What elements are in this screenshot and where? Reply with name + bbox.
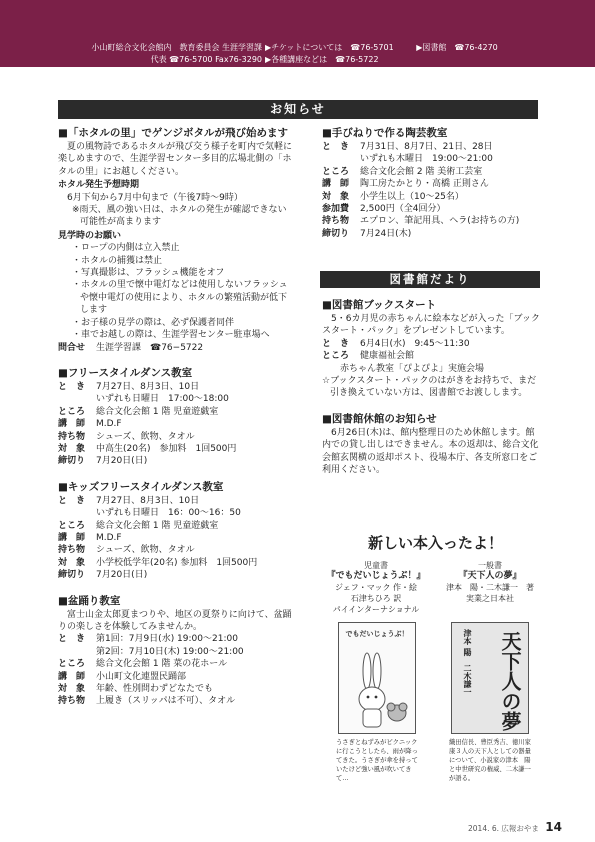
closure-body: 6月26日(木)は、館内整理日のため休館します。館内での貸し出しはできません。本の返却は、総合文化会館玄関横の返却ポスト、役場本庁、各支所窓口をご利用ください。 — [322, 427, 539, 476]
dance-section — [58, 366, 294, 468]
footer — [468, 820, 562, 834]
header-tickets: ▶チケットについては ☎76-5701 — [265, 43, 394, 52]
bon-where-key: ところ — [58, 659, 86, 670]
book2-title: 『天下人の夢』 — [458, 571, 522, 581]
book2-description: 織田信長、豊臣秀吉、徳川家康３人の天下人としての器量について、小説家の津本 陽と中世研究の権威、二木謙一が語る。 — [449, 739, 531, 782]
bon-target: 年齢、性別問わずどなたでも — [96, 684, 214, 695]
pottery-section — [322, 126, 540, 240]
pottery-when: 7月31日、8月7日、21日、28日 — [360, 142, 493, 152]
header-library: ▶図書館 ☎76-4270 — [416, 43, 498, 52]
header-bar — [0, 0, 595, 67]
pottery-title: ■手びねりで作る陶芸教室 — [322, 127, 448, 139]
pottery-where: 総合文化会館 2 階 美術工芸室 — [360, 166, 483, 177]
kids-title: ■キッズフリースタイルダンス教室 — [58, 480, 224, 493]
bon-when: 第1回：7月9日(水) 19:00〜21:00 — [96, 634, 238, 645]
book1-publisher: パイインターナショナル — [332, 605, 420, 614]
dance-bring: シューズ、飲物、タオル — [96, 431, 195, 442]
header-contact-left — [62, 42, 262, 66]
kids-bring-key: 持ち物 — [58, 545, 86, 556]
book1-cover-title: でもだいじょうぶ！ — [345, 630, 409, 638]
dance-where-key: ところ — [58, 406, 86, 417]
bon-when-key: と き — [58, 634, 86, 645]
header-org: 小山町総合文化会館内 教育委員会 生涯学習課 — [91, 43, 262, 52]
pottery-deadline: 7月24日(木) — [360, 228, 412, 239]
dance-when: 7月27日、8月3日、10日 — [96, 381, 200, 392]
dance-when2: いずれも日曜日 17:00〜18:00 — [96, 394, 229, 405]
kids-when-key: と き — [58, 495, 86, 506]
page-number: 14 — [545, 820, 562, 834]
hotaru-contact-value: 生涯学習課 ☎76−5722 — [96, 342, 204, 353]
dance-lecturer: M.D.F — [96, 419, 122, 430]
bookstart-when: 6月4日(水) 9:45〜11:30 — [360, 338, 470, 349]
pottery-bring-key: 持ち物 — [322, 216, 350, 227]
header-rep: 代表 ☎76-5700 Fax76-3290 — [150, 55, 262, 64]
hotaru-period: 6月下旬から7月中旬まで（午後7時〜9時） — [67, 192, 243, 203]
bon-title: ■盆踊り教室 — [58, 594, 121, 607]
dance-deadline: 7月20日(日) — [96, 456, 148, 467]
book2-cover — [451, 622, 529, 734]
bookstart-intro: 5・6カ月児の赤ちゃんに絵本などが入った「ブックスタート・パック」をプレゼントしています。 — [322, 314, 540, 337]
dance-bring-key: 持ち物 — [58, 431, 86, 442]
book1-category: 児童書 — [364, 561, 388, 570]
bon-section — [58, 594, 294, 708]
oshirase-banner: お知らせ — [58, 100, 538, 119]
closure-title: ■図書館休館のお知らせ — [322, 412, 437, 425]
kids-section — [58, 480, 294, 582]
right-column-top — [322, 126, 540, 240]
dance-title: ■フリースタイルダンス教室 — [58, 366, 193, 379]
bookstart-where: 健康福祉会館 — [360, 351, 415, 362]
kids-target-key: 対 象 — [58, 557, 86, 568]
pottery-fee: 2,500円（全4回分） — [360, 204, 446, 215]
newbooks-title: 新しい本入ったよ！ — [368, 534, 504, 552]
hotaru-contact — [58, 342, 294, 354]
dance-lecturer-key: 講 師 — [58, 419, 86, 430]
book2-cover-title: 天下人の夢 — [498, 631, 522, 731]
hotaru-request-item: ・車でお越しの際は、生涯学習センター駐車場へ — [72, 330, 270, 341]
bon-where: 総合文化会館 1 階 菜の花ホール — [96, 659, 228, 670]
hotaru-request-item: ・ロープの内側は立入禁止 — [72, 243, 180, 254]
bon-lecturer-key: 講 師 — [58, 671, 86, 682]
pottery-where-key: ところ — [322, 166, 350, 177]
hotaru-intro: 夏の風物詩であるホタルが飛び交う様子を町内で気軽に楽しめますので、生涯学習センター多目的広場北側の「ホタルの里」にお越しください。 — [58, 142, 293, 177]
hotaru-request-item: ・お子様の見学の際は、必ず保護者同伴 — [72, 317, 235, 328]
book2-cover-authors: 津本 陽 二木謙一 — [463, 629, 472, 696]
kids-lecturer-key: 講 師 — [58, 532, 86, 543]
right-column-library — [322, 298, 540, 476]
header-courses: ▶各種講座などは ☎76-5722 — [265, 55, 379, 64]
book1-description: うさぎとねずみがピクニックに行こうとしたら、雨が降ってきた。うさぎが傘を持っていたけど強い風が吹いてきて… — [336, 739, 418, 782]
kids-when2: いずれも日曜日 16：00〜16：50 — [96, 508, 241, 519]
bon-bring-key: 持ち物 — [58, 696, 86, 707]
pottery-bring: エプロン、筆記用具、ヘラ(お持ちの方) — [360, 216, 520, 227]
dance-when-key: と き — [58, 381, 86, 392]
bookstart-where-key: ところ — [322, 351, 350, 362]
dance-target: 中高生(20名) 参加料 1回500円 — [96, 443, 237, 454]
book2-caption — [440, 560, 540, 604]
kids-where-key: ところ — [58, 520, 86, 531]
book1-cover — [338, 622, 416, 734]
book1-translator: 石津ちひろ 訳 — [350, 594, 402, 603]
pottery-when2: いずれも木曜日 19:00〜21:00 — [360, 154, 493, 165]
bon-bring: 上履き（スリッパは不可）、タオル — [96, 696, 236, 707]
book1-title: 『でもだいじょうぶ！』 — [326, 571, 426, 581]
kids-where: 総合文化会館 1 階 児童遊戯室 — [96, 520, 219, 531]
bookstart-section — [322, 298, 540, 400]
pottery-lecturer: 陶工房たかとり・高橋 正則さん — [360, 179, 489, 190]
bookstart-when-key: と き — [322, 338, 350, 349]
hotaru-section — [58, 126, 294, 354]
dance-target-key: 対 象 — [58, 443, 86, 454]
hotaru-request-label: 見学時のお願い — [58, 230, 122, 241]
hotaru-period-label: ホタル発生予想時期 — [58, 180, 140, 191]
kids-lecturer: M.D.F — [96, 532, 122, 543]
pottery-when-key: と き — [322, 142, 350, 152]
hotaru-title: ■「ホタルの里」でゲンジボタルが飛び始めます — [58, 127, 288, 139]
pottery-lecturer-key: 講 師 — [322, 179, 350, 190]
bookstart-title: ■図書館ブックスタート — [322, 299, 437, 311]
dance-where: 総合文化会館 1 階 児童遊戯室 — [96, 406, 219, 417]
book2-author: 津本 陽・二木謙一 著 — [446, 583, 534, 592]
pottery-target-key: 対 象 — [322, 191, 350, 202]
kids-bring: シューズ、飲物、タオル — [96, 545, 195, 556]
book1-caption — [323, 560, 429, 615]
header-contact-right — [265, 42, 518, 66]
dance-deadline-key: 締切り — [58, 456, 86, 467]
bookstart-note: ☆ブックスタート・パックのはがきをお持ちで、まだ引き換えていない方は、図書館でお渡しします。 — [322, 376, 537, 399]
hotaru-contact-key: 問合せ — [58, 342, 86, 353]
pottery-deadline-key: 締切り — [322, 228, 350, 239]
bookstart-where2: 赤ちゃん教室「ぴよぴよ」実施会場 — [340, 363, 485, 374]
rabbit-mouse-illustration — [339, 641, 415, 731]
book1-author: ジェフ・マック 作・絵 — [334, 583, 418, 592]
footer-date: 2014. 6. — [468, 824, 500, 833]
footer-magazine: 広報おやま — [501, 824, 539, 833]
pottery-target: 小学生以上（10〜25名） — [360, 191, 464, 202]
kids-target: 小学校低学年(20名) 参加料 1回500円 — [96, 557, 258, 568]
kids-when: 7月27日、8月3日、10日 — [96, 495, 200, 506]
left-column — [58, 126, 294, 708]
bon-target-key: 対 象 — [58, 684, 86, 695]
bon-intro: 富士山金太郎夏まつりや、地区の夏祭りに向けて、盆踊りの楽しさを体験してみませんか。 — [58, 609, 292, 632]
kids-deadline-key: 締切り — [58, 570, 86, 581]
book2-category: 一般書 — [478, 561, 502, 570]
bon-lecturer: 小山町文化連盟民踊部 — [96, 671, 187, 682]
hotaru-note: ※雨天、風の強い日は、ホタルの発生が確認できない可能性が高まります — [72, 205, 287, 228]
hotaru-request-item: ・写真撮影は、フラッシュ機能をオフ — [72, 268, 225, 279]
hotaru-request-item: ・ホタルの里で懐中電灯などは使用しないフラッシュや懐中電灯の使用により、ホタルの繁殖活動が低下します — [72, 280, 288, 316]
bon-when2: 第2回：7月10日(木) 19:00〜21:00 — [96, 646, 244, 657]
book2-publisher: 実業之日本社 — [466, 594, 514, 603]
hotaru-request-item: ・ホタルの捕獲は禁止 — [72, 255, 163, 266]
closure-section — [322, 412, 540, 477]
library-banner: 図書館だより — [320, 271, 540, 288]
kids-deadline: 7月20日(日) — [96, 570, 148, 581]
pottery-fee-key: 参加費 — [322, 204, 350, 215]
